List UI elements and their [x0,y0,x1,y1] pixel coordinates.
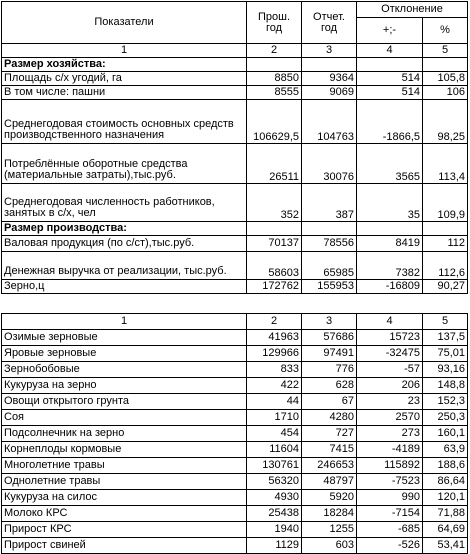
cell-percent: 250,3 [423,410,468,426]
table-row [2,458,468,474]
cell-deviation: -57 [357,362,423,378]
cell-deviation: -7523 [357,474,423,490]
table-row [2,426,468,442]
cell-report: 78556 [302,236,357,252]
row-label: Озимые зерновые [2,330,247,346]
cell-percent: 64,69 [423,522,468,538]
table-row [2,410,468,426]
cell-deviation: -16809 [357,280,423,294]
cell-deviation: -526 [357,538,423,554]
cell-deviation: -4189 [357,442,423,458]
cell-report: 9069 [302,86,357,100]
cell-report: 155953 [302,280,357,294]
column-number: 4 [357,314,423,330]
cell-deviation: 115892 [357,458,423,474]
table-row [2,252,468,280]
cell-prev: 70137 [247,236,302,252]
table-row [2,184,468,222]
cell-prev: 11604 [247,442,302,458]
cell-prev: 129966 [247,346,302,362]
header-indicators: Показатели [2,2,247,44]
cell-percent: 63,9 [423,442,468,458]
section-production-size: Размер производства: [2,222,247,236]
table-row [2,362,468,378]
row-label: Яровые зерновые [2,346,247,362]
cell-percent: 148,8 [423,378,468,394]
cell-deviation: 990 [357,490,423,506]
cell-prev: 25438 [247,506,302,522]
cell-report: 97491 [302,346,357,362]
cell-percent: 109,9 [423,184,468,222]
column-number: 3 [302,314,357,330]
table-row [2,442,468,458]
row-label: Потреблённые оборотные средства (материальные затраты),тыс.руб. [2,144,247,184]
row-label: Подсолнечник на зерно [2,426,247,442]
cell-prev: 106629,5 [247,100,302,144]
row-label: Кукуруза на зерно [2,378,247,394]
column-number: 2 [247,314,302,330]
cell-percent: 71,88 [423,506,468,522]
table-row [2,100,468,144]
header-deviation: Отклонение [357,2,468,18]
table-row [2,72,468,86]
cell-prev: 1129 [247,538,302,554]
cell-prev: 1710 [247,410,302,426]
cell-percent: 137,5 [423,330,468,346]
cell-deviation: 8419 [357,236,423,252]
row-label: Денежная выручка от реализации, тыс.руб. [2,252,247,280]
table-row [2,474,468,490]
row-label: Кукуруза на силос [2,490,247,506]
row-label: Зернобобовые [2,362,247,378]
table-row [2,86,468,100]
cell-prev: 422 [247,378,302,394]
header-prev-year: Прош. год [247,2,302,44]
cell-deviation: -32475 [357,346,423,362]
table-row [2,330,468,346]
row-label: Прирост КРС [2,522,247,538]
table-row [2,394,468,410]
cell-deviation: 514 [357,86,423,100]
cell-prev: 130761 [247,458,302,474]
cell-deviation: -685 [357,522,423,538]
cell-percent: 53,41 [423,538,468,554]
cell-deviation: 23 [357,394,423,410]
row-label: В том числе: пашни [2,86,247,100]
cell-prev: 8850 [247,72,302,86]
cell-prev: 4930 [247,490,302,506]
cell-deviation: 7382 [357,252,423,280]
table-row [2,144,468,184]
cell-report: 18284 [302,506,357,522]
row-label: Корнеплоды кормовые [2,442,247,458]
cell-report: 30076 [302,144,357,184]
cell-percent: 160,1 [423,426,468,442]
cell-report: 5920 [302,490,357,506]
cell-report: 603 [302,538,357,554]
row-label: Многолетние травы [2,458,247,474]
cell-prev: 1940 [247,522,302,538]
cell-report: 65985 [302,252,357,280]
row-label: Валовая продукция (по с/ст),тыс.руб. [2,236,247,252]
cell-deviation: 514 [357,72,423,86]
cell-report: 7415 [302,442,357,458]
cell-deviation: 273 [357,426,423,442]
cell-prev: 454 [247,426,302,442]
table-row [2,522,468,538]
cell-report: 387 [302,184,357,222]
column-number: 1 [2,314,247,330]
cell-prev: 352 [247,184,302,222]
cell-percent: 75,01 [423,346,468,362]
table-row [2,236,468,252]
table-row [2,506,468,522]
row-label: Среднегодовая стоимость основных средств производственного назначения [2,100,247,144]
cell-deviation: -1866,5 [357,100,423,144]
column-number: 5 [423,44,468,58]
row-label: Однолетние травы [2,474,247,490]
cell-report: 4280 [302,410,357,426]
table-row [2,280,468,294]
cell-percent: 93,16 [423,362,468,378]
table-row [2,490,468,506]
indicators-table [1,1,468,294]
row-label: Зерно,ц [2,280,247,294]
column-number: 1 [2,44,247,58]
row-label: Прирост свиней [2,538,247,554]
cell-deviation: 35 [357,184,423,222]
cell-report: 246653 [302,458,357,474]
cell-deviation: -7154 [357,506,423,522]
cell-percent: 120,1 [423,490,468,506]
cell-percent: 90,27 [423,280,468,294]
cell-prev: 56320 [247,474,302,490]
cell-prev: 41963 [247,330,302,346]
cell-percent: 86,64 [423,474,468,490]
cell-percent: 112 [423,236,468,252]
cell-deviation: 2570 [357,410,423,426]
row-label: Площадь с/х угодий, га [2,72,247,86]
cell-report: 57686 [302,330,357,346]
cell-prev: 833 [247,362,302,378]
cell-deviation: 3565 [357,144,423,184]
cell-percent: 188,6 [423,458,468,474]
cell-report: 628 [302,378,357,394]
cell-report: 1255 [302,522,357,538]
column-number: 3 [302,44,357,58]
cell-prev: 44 [247,394,302,410]
section-farm-size: Размер хозяйства: [2,58,247,72]
cell-percent: 105,8 [423,72,468,86]
production-table [1,313,468,554]
row-label: Соя [2,410,247,426]
table-row [2,378,468,394]
cell-deviation: 206 [357,378,423,394]
cell-prev: 8555 [247,86,302,100]
header-percent: % [423,18,468,44]
cell-prev: 26511 [247,144,302,184]
cell-percent: 112,6 [423,252,468,280]
cell-report: 67 [302,394,357,410]
row-label: Среднегодовая численность работников, занятых в с/х, чел [2,184,247,222]
column-number: 4 [357,44,423,58]
cell-report: 776 [302,362,357,378]
column-number: 2 [247,44,302,58]
cell-prev: 58603 [247,252,302,280]
cell-report: 104763 [302,100,357,144]
header-plus-minus: +;- [357,18,423,44]
row-label: Молоко КРС [2,506,247,522]
cell-report: 9364 [302,72,357,86]
cell-report: 727 [302,426,357,442]
row-label: Овощи открытого грунта [2,394,247,410]
header-report-year: Отчет. год [302,2,357,44]
column-number: 5 [423,314,468,330]
cell-percent: 113,4 [423,144,468,184]
cell-prev: 172762 [247,280,302,294]
table-row [2,346,468,362]
cell-percent: 98,25 [423,100,468,144]
cell-percent: 106 [423,86,468,100]
cell-deviation: 15723 [357,330,423,346]
cell-report: 48797 [302,474,357,490]
cell-percent: 152,3 [423,394,468,410]
